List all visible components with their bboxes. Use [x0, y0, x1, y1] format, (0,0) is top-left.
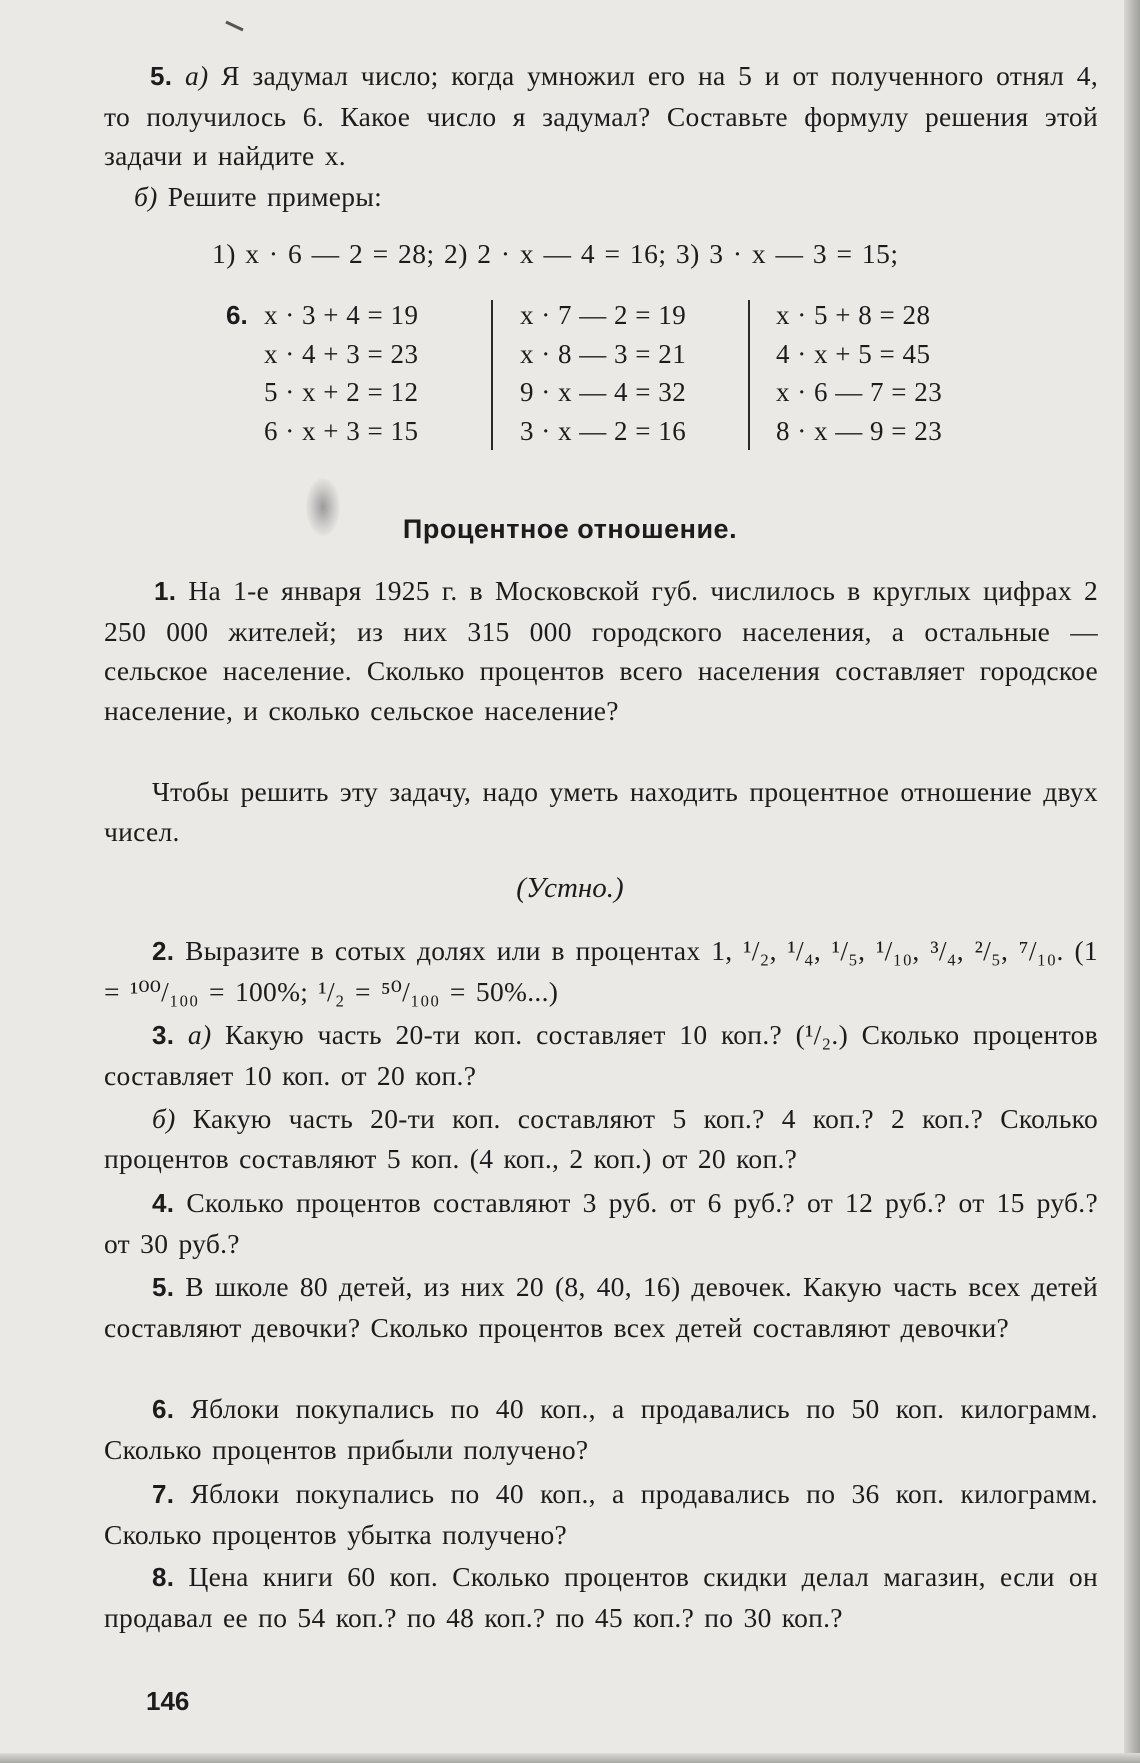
problem-text: Яблоки покупались по 40 коп., а продавались по 36 коп. килограмм. Сколько процентов убытка получено? — [104, 1478, 1098, 1550]
problem-text: В школе 80 детей, из них 20 (8, 40, 16) девочек. Какую часть всех детей составляют девочки? Сколько процентов всех детей составляют девочки? — [104, 1271, 1099, 1343]
page-edge-shadow — [1124, 0, 1140, 1763]
exercise-6-table — [0, 296, 1140, 456]
problem-text: Я задумал число; когда умножил его на 5 и от полученного отнял 4, то получилось 6. Какое число я задумал? Составьте формулу решения этой задачи и найдите x. — [104, 60, 1098, 171]
equation-column-3 — [776, 296, 942, 450]
equation: 6 · x + 3 = 15 — [264, 415, 419, 446]
page-edge-shadow — [0, 1753, 1140, 1763]
oral-heading: (Устно.) — [516, 872, 624, 904]
problem-3b — [104, 1099, 1098, 1178]
problem-2 — [104, 931, 1098, 1011]
problem-5a — [104, 56, 1098, 176]
equation: x · 4 + 3 = 23 — [264, 338, 419, 369]
section-title: Процентное отношение. — [402, 514, 738, 544]
problem-text: Какую часть 20-ти коп. составляет 10 коп.? (¹/₂.) Сколько процентов составляет 10 коп. от 20 коп.? — [104, 1019, 1098, 1091]
equation: x · 7 — 2 = 19 — [520, 300, 687, 330]
equation-column-1 — [264, 296, 418, 450]
problem-7 — [104, 1474, 1098, 1554]
intro-paragraph: Чтобы решить эту задачу, надо уметь находить процентное отношение двух чисел. — [104, 776, 1098, 847]
problem-number: 6. — [226, 300, 248, 330]
problem-5 — [104, 1267, 1098, 1347]
problem-text: Яблоки покупались по 40 коп., а продавались по 50 коп. килограмм. Сколько процентов прибыли получено? — [104, 1393, 1098, 1465]
print-mark — [225, 20, 245, 32]
page-number: 146 — [146, 1686, 190, 1716]
problem-text: Решите примеры: — [167, 181, 383, 212]
column-divider — [491, 300, 493, 450]
problem-number: 5. — [150, 61, 173, 91]
equation: x · 3 + 4 = 19 — [264, 300, 419, 330]
equation: 4 · x + 5 = 45 — [776, 338, 931, 369]
equation: 5 · x + 2 = 12 — [264, 377, 419, 407]
problem-number: 5. — [152, 1272, 175, 1302]
problem-1 — [104, 571, 1098, 730]
problem-text: Выразите в сотых долях или в процентах 1, ¹/₂, ¹/₄, ¹/₅, ¹/₁₀, ³/₄, ²/₅, ⁷/₁₀. (1 = ¹⁰⁰/₁₀₀ = 100%; ¹/₂ = ⁵⁰/₁₀₀ = 50%...) — [104, 935, 1098, 1007]
equation: x · 6 — 7 = 23 — [776, 377, 943, 407]
problem-6 — [104, 1389, 1098, 1469]
equation: x · 8 — 3 = 21 — [520, 338, 687, 369]
equation-column-2 — [520, 296, 686, 450]
equation: 9 · x — 4 = 32 — [520, 377, 687, 407]
problem-number: 4. — [152, 1188, 175, 1218]
column-divider — [748, 300, 750, 450]
problem-text: Цена книги 60 коп. Сколько процентов скидки делал магазин, если он продавал ее по 54 коп.? по 48 коп.? по 45 коп.? по 30 коп.? — [104, 1561, 1098, 1633]
equation: x · 5 + 8 = 28 — [776, 300, 931, 330]
problem-number: 3. — [152, 1020, 175, 1050]
problem-text: На 1-е января 1925 г. в Московской губ. числилось в круглых цифрах 2 250 000 жителей; из них 315 000 городского населения, а остальные — сельское население. Сколько процентов всего населения составляет городское население, и сколько сельское население? — [104, 575, 1098, 726]
equation: 8 · x — 9 = 23 — [776, 415, 943, 446]
item-label: а) — [184, 60, 209, 91]
item-label: б) — [152, 1103, 176, 1134]
problem-number: 8. — [152, 1562, 175, 1592]
problem-text: Какую часть 20-ти коп. составляют 5 коп.? 4 коп.? 2 коп.? Сколько процентов составляют 5 коп. (4 коп., 2 коп.) от 20 коп.? — [104, 1103, 1098, 1174]
problem-number: 6. — [152, 1394, 175, 1424]
problem-3a — [104, 1015, 1098, 1095]
item-label: а) — [187, 1019, 212, 1050]
problem-number: 7. — [152, 1479, 175, 1509]
item-label: б) — [134, 181, 158, 212]
equation-line: 1) x · 6 — 2 = 28; 2) 2 · x — 4 = 16; 3) 3 · x — 3 = 15; — [212, 238, 899, 269]
problem-8 — [104, 1557, 1098, 1637]
problem-4 — [104, 1183, 1098, 1263]
problem-5b — [104, 177, 1098, 217]
problem-number: 2. — [152, 936, 175, 966]
problem-text: Сколько процентов составляют 3 руб. от 6 руб.? от 12 руб.? от 15 руб.? от 30 руб.? — [104, 1187, 1098, 1259]
problem-number: 1. — [154, 576, 177, 606]
equation: 3 · x — 2 = 16 — [520, 415, 687, 446]
